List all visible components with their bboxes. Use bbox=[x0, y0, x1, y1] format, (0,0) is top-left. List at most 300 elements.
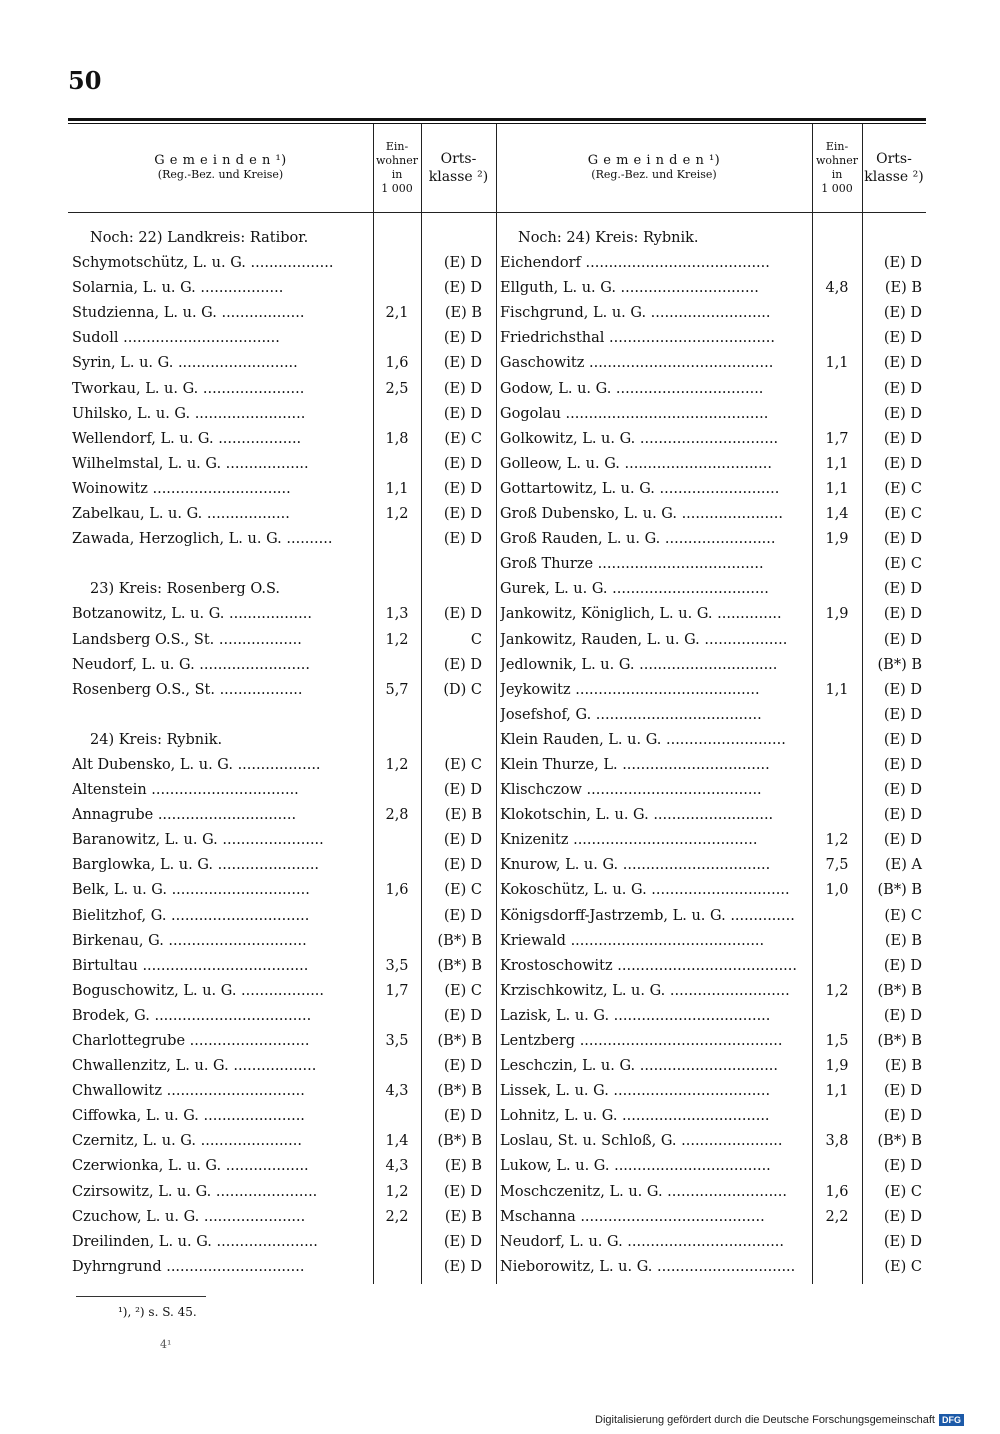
ortsklasse-value: (E) D bbox=[883, 1007, 922, 1024]
gemeinde-name: Tworkau, L. u. G. ...................... bbox=[72, 380, 305, 397]
einwohner-value: 7,5 bbox=[825, 857, 849, 874]
gemeinde-name: Altenstein ................................ bbox=[72, 782, 299, 799]
table-row bbox=[68, 428, 496, 453]
table-row bbox=[496, 603, 926, 628]
ortsklasse-value: (E) D bbox=[883, 531, 922, 548]
gemeinde-name: Botzanowitz, L. u. G. .................. bbox=[72, 606, 312, 623]
einwohner-value: 4,3 bbox=[385, 1158, 409, 1175]
ortsklasse-value: (E) D bbox=[883, 255, 922, 272]
section-title: Noch: 22) Landkreis: Ratibor. bbox=[90, 230, 309, 246]
einwohner-value: 1,4 bbox=[385, 1133, 409, 1150]
table-row bbox=[496, 1005, 926, 1030]
table-row bbox=[496, 879, 926, 904]
ortsklasse-value: (E) C bbox=[884, 907, 922, 924]
einwohner-value: 1,7 bbox=[825, 430, 849, 447]
table-row bbox=[68, 1130, 496, 1155]
ortsklasse-value: (E) D bbox=[883, 455, 922, 472]
gemeinde-name: Charlottegrube .......................... bbox=[72, 1033, 310, 1049]
ortsklasse-value: (E) D bbox=[883, 1208, 922, 1225]
ortsklasse-value: (E) D bbox=[883, 681, 922, 698]
ortsklasse-value: (E) D bbox=[883, 1108, 922, 1125]
ortsklasse-value: (E) D bbox=[883, 430, 922, 447]
table-row bbox=[68, 327, 496, 352]
ortsklasse-value: (E) D bbox=[883, 405, 922, 422]
gemeinde-name: Knurow, L. u. G. ................................ bbox=[500, 857, 771, 874]
einwohner-value: 4,8 bbox=[825, 280, 849, 297]
row-list bbox=[496, 227, 926, 1281]
table-row bbox=[68, 654, 496, 679]
ortsklasse-value: (E) D bbox=[883, 706, 922, 723]
gemeinde-name: Klokotschin, L. u. G. .......................... bbox=[500, 807, 774, 824]
einwohner-value: 1,7 bbox=[385, 982, 409, 999]
ortsklasse-value: (E) D bbox=[443, 907, 482, 924]
ortsklasse-value: (E) D bbox=[883, 380, 922, 397]
ortsklasse-value: (E) B bbox=[444, 305, 482, 322]
table-row bbox=[496, 1080, 926, 1105]
gemeinde-name: Studzienna, L. u. G. .................. bbox=[72, 305, 305, 322]
table-row bbox=[68, 478, 496, 503]
table-row bbox=[68, 930, 496, 955]
einwohner-value: 1,4 bbox=[825, 506, 849, 523]
einwohner-value: 1,9 bbox=[825, 606, 849, 623]
table-row bbox=[68, 1030, 496, 1055]
gemeinde-name: Baranowitz, L. u. G. ...................... bbox=[72, 832, 324, 849]
table-row bbox=[496, 679, 926, 704]
header-einwohner: Ein- wohner in 1 000 bbox=[376, 140, 418, 195]
spacer bbox=[68, 704, 496, 729]
ortsklasse-value: (E) C bbox=[884, 1258, 922, 1275]
gemeinde-name: Landsberg O.S., St. .................. bbox=[72, 631, 302, 648]
ortsklasse-value: (B*) B bbox=[437, 1133, 482, 1150]
ortsklasse-value: (E) D bbox=[443, 1108, 482, 1125]
einwohner-value: 1,1 bbox=[825, 455, 849, 472]
table-row bbox=[496, 854, 926, 879]
table-row bbox=[68, 378, 496, 403]
table-row bbox=[496, 654, 926, 679]
ortsklasse-value: (E) D bbox=[443, 531, 482, 548]
table-row bbox=[496, 980, 926, 1005]
table-row bbox=[496, 754, 926, 779]
gemeinde-name: Jankowitz, Königlich, L. u. G. .............. bbox=[500, 606, 782, 623]
gemeinde-name: Sudoll .................................. bbox=[72, 330, 280, 347]
ortsklasse-value: (E) C bbox=[884, 556, 922, 573]
ortsklasse-value: (E) D bbox=[443, 455, 482, 472]
ortsklasse-value: (E) D bbox=[443, 255, 482, 272]
ortsklasse-value: (E) D bbox=[883, 305, 922, 322]
table-row bbox=[68, 629, 496, 654]
einwohner-value: 1,1 bbox=[825, 480, 849, 497]
ortsklasse-value: (E) C bbox=[444, 430, 482, 447]
header-divider bbox=[496, 212, 926, 213]
gemeinde-name: Groß Rauden, L. u. G. ........................ bbox=[500, 531, 776, 548]
ortsklasse-value: (E) D bbox=[883, 581, 922, 598]
table-row bbox=[496, 453, 926, 478]
table-row bbox=[496, 779, 926, 804]
table-row bbox=[68, 1105, 496, 1130]
section-heading bbox=[68, 729, 496, 754]
ortsklasse-value: (E) A bbox=[885, 857, 922, 874]
gemeinde-name: Krzischkowitz, L. u. G. .......................... bbox=[500, 982, 790, 999]
gemeinde-name: Friedrichsthal .................................... bbox=[500, 330, 775, 347]
gemeinde-name: Jeykowitz ........................................ bbox=[500, 681, 760, 698]
gemeinde-name: Czirsowitz, L. u. G. ...................... bbox=[72, 1183, 318, 1200]
ortsklasse-value: (E) B bbox=[444, 807, 482, 824]
einwohner-value: 3,5 bbox=[385, 1033, 409, 1049]
table-row bbox=[496, 829, 926, 854]
einwohner-value: 1,1 bbox=[825, 681, 849, 698]
ortsklasse-value: (E) D bbox=[443, 832, 482, 849]
footnote: ¹), ²) s. S. 45. bbox=[118, 1305, 197, 1319]
table-row bbox=[496, 930, 926, 955]
table-row bbox=[68, 829, 496, 854]
einwohner-value: 1,6 bbox=[825, 1183, 849, 1200]
table-row bbox=[496, 528, 926, 553]
ortsklasse-value: (E) B bbox=[884, 280, 922, 297]
ortsklasse-value: (E) D bbox=[443, 506, 482, 523]
ortsklasse-value: (E) D bbox=[443, 782, 482, 799]
gemeinde-name: Solarnia, L. u. G. .................. bbox=[72, 280, 284, 297]
ortsklasse-value: (E) D bbox=[883, 330, 922, 347]
ortsklasse-value: (E) D bbox=[883, 756, 922, 773]
gemeinde-name: Loslau, St. u. Schloß, G. ...................... bbox=[500, 1133, 783, 1150]
credit-text: Digitalisierung gefördert durch die Deutsche Forschungsgemeinschaft bbox=[595, 1414, 935, 1426]
ortsklasse-value: (D) C bbox=[443, 681, 482, 698]
section-heading bbox=[68, 578, 496, 603]
gemeinde-name: Boguschowitz, L. u. G. .................. bbox=[72, 982, 325, 999]
ortsklasse-value: (B*) B bbox=[877, 1133, 922, 1150]
einwohner-value: 3,5 bbox=[385, 957, 409, 974]
ortsklasse-value: (E) D bbox=[443, 1058, 482, 1075]
gemeinde-name: Knizenitz ........................................ bbox=[500, 832, 758, 849]
ortsklasse-value: (E) D bbox=[443, 380, 482, 397]
einwohner-value: 2,1 bbox=[385, 305, 409, 322]
section-title: 24) Kreis: Rybnik. bbox=[90, 731, 223, 748]
gemeinde-name: Brodek, G. .................................. bbox=[72, 1007, 312, 1024]
gemeinde-name: Nieborowitz, L. u. G. .............................. bbox=[500, 1258, 796, 1275]
table-row bbox=[68, 503, 496, 528]
header-gemeinden: G e m e i n d e n ¹) (Reg.-Bez. und Kreise) bbox=[587, 153, 721, 181]
ortsklasse-value: (E) D bbox=[883, 1083, 922, 1100]
gemeinde-name: Jankowitz, Rauden, L. u. G. .................. bbox=[500, 631, 788, 648]
table-row bbox=[496, 553, 926, 578]
gemeinde-name: Czuchow, L. u. G. ...................... bbox=[72, 1208, 306, 1225]
einwohner-value: 1,2 bbox=[825, 832, 849, 849]
table-row bbox=[68, 1055, 496, 1080]
ortsklasse-value: (E) D bbox=[883, 631, 922, 648]
table-row bbox=[68, 1155, 496, 1180]
gemeinde-name: Birkenau, G. .............................. bbox=[72, 932, 307, 949]
table-row bbox=[68, 779, 496, 804]
gemeinde-name: Mschanna ........................................ bbox=[500, 1208, 765, 1225]
einwohner-value: 1,8 bbox=[385, 430, 409, 447]
table-row bbox=[496, 1206, 926, 1231]
gemeinde-name: Kriewald .......................................... bbox=[500, 932, 765, 949]
row-list bbox=[68, 227, 496, 1281]
table-row bbox=[68, 955, 496, 980]
gemeinde-name: Gogolau ............................................ bbox=[500, 405, 769, 422]
ortsklasse-value: (B*) B bbox=[437, 957, 482, 974]
gemeinde-name: Annagrube .............................. bbox=[72, 807, 297, 824]
table-row bbox=[496, 1055, 926, 1080]
gemeinde-name: Lentzberg ............................................ bbox=[500, 1033, 783, 1049]
gemeinde-name: Syrin, L. u. G. .......................... bbox=[72, 355, 298, 372]
ortsklasse-value: (E) D bbox=[883, 782, 922, 799]
gemeinde-name: Lohnitz, L. u. G. ................................ bbox=[500, 1108, 770, 1125]
table-row bbox=[68, 804, 496, 829]
gemeinde-name: Birtultau .................................... bbox=[72, 957, 309, 974]
table-row bbox=[496, 1105, 926, 1130]
ortsklasse-value: (E) C bbox=[444, 756, 482, 773]
gemeinde-name: Alt Dubensko, L. u. G. .................. bbox=[72, 756, 321, 773]
gemeinde-name: Groß Thurze .................................... bbox=[500, 556, 764, 573]
gemeinde-name: Golleow, L. u. G. ................................ bbox=[500, 455, 772, 472]
table-row bbox=[496, 478, 926, 503]
gemeinde-name: Barglowka, L. u. G. ...................... bbox=[72, 857, 320, 874]
gemeinde-name: Ellguth, L. u. G. .............................. bbox=[500, 280, 759, 297]
gemeinde-name: Groß Dubensko, L. u. G. ...................... bbox=[500, 506, 783, 523]
table-row bbox=[496, 252, 926, 277]
table-row bbox=[68, 453, 496, 478]
einwohner-value: 1,2 bbox=[385, 756, 409, 773]
einwohner-value: 1,1 bbox=[385, 480, 409, 497]
einwohner-value: 1,1 bbox=[825, 355, 849, 372]
table-row bbox=[68, 403, 496, 428]
footnote-rule bbox=[76, 1296, 206, 1297]
table-row bbox=[496, 1181, 926, 1206]
ortsklasse-value: (E) D bbox=[443, 480, 482, 497]
ortsklasse-value: (E) D bbox=[443, 355, 482, 372]
gemeinde-name: Zabelkau, L. u. G. .................. bbox=[72, 506, 290, 523]
ortsklasse-value: (E) C bbox=[884, 480, 922, 497]
ortsklasse-value: (E) D bbox=[883, 606, 922, 623]
ortsklasse-value: (B*) B bbox=[437, 932, 482, 949]
table-row bbox=[496, 905, 926, 930]
table-row bbox=[496, 503, 926, 528]
header-ortsklasse: Orts- klasse ²) bbox=[428, 151, 489, 185]
ortsklasse-value: (B*) B bbox=[877, 982, 922, 999]
einwohner-value: 1,2 bbox=[385, 1183, 409, 1200]
table-row bbox=[496, 804, 926, 829]
ortsklasse-value: (E) D bbox=[883, 731, 922, 748]
table-row bbox=[496, 378, 926, 403]
ortsklasse-value: (E) C bbox=[884, 1183, 922, 1200]
footer-mark: 4¹ bbox=[160, 1338, 172, 1351]
einwohner-value: 2,5 bbox=[385, 380, 409, 397]
gemeinde-name: Rosenberg O.S., St. .................. bbox=[72, 681, 303, 698]
table-row bbox=[496, 629, 926, 654]
ortsklasse-value: (E) D bbox=[443, 1233, 482, 1250]
header-einwohner: Ein- wohner in 1 000 bbox=[816, 140, 858, 195]
ortsklasse-value: (E) D bbox=[443, 330, 482, 347]
ortsklasse-value: (E) B bbox=[884, 932, 922, 949]
gemeinde-name: Uhilsko, L. u. G. ........................ bbox=[72, 405, 306, 422]
ortsklasse-value: (B*) B bbox=[437, 1083, 482, 1100]
table-row bbox=[496, 578, 926, 603]
ortsklasse-value: (E) D bbox=[443, 1183, 482, 1200]
gemeinde-name: Klein Thurze, L. ................................ bbox=[500, 756, 770, 773]
gemeinde-name: Czernitz, L. u. G. ...................... bbox=[72, 1133, 302, 1150]
einwohner-value: 1,2 bbox=[385, 506, 409, 523]
gemeinde-name: Gurek, L. u. G. .................................. bbox=[500, 581, 769, 598]
table-row bbox=[496, 955, 926, 980]
einwohner-value: 3,8 bbox=[825, 1133, 849, 1150]
ortsklasse-value: (B*) B bbox=[437, 1033, 482, 1049]
einwohner-value: 1,1 bbox=[825, 1083, 849, 1100]
ortsklasse-value: (B*) B bbox=[877, 1033, 922, 1049]
section-title: Noch: 24) Kreis: Rybnik. bbox=[518, 230, 699, 246]
ortsklasse-value: (E) D bbox=[443, 656, 482, 673]
table-row bbox=[68, 754, 496, 779]
table-row bbox=[68, 1256, 496, 1281]
table-row bbox=[68, 1080, 496, 1105]
table-row bbox=[496, 1256, 926, 1281]
gemeinde-name: Lukow, L. u. G. .................................. bbox=[500, 1158, 771, 1175]
einwohner-value: 4,3 bbox=[385, 1083, 409, 1100]
page-number: 50 bbox=[68, 66, 102, 95]
table-row bbox=[68, 905, 496, 930]
table-row bbox=[68, 879, 496, 904]
table-row bbox=[496, 327, 926, 352]
table-row bbox=[496, 277, 926, 302]
gemeinde-name: Klischczow ...................................... bbox=[500, 782, 762, 799]
table-row bbox=[496, 302, 926, 327]
ortsklasse-value: (B*) B bbox=[877, 656, 922, 673]
gemeinde-name: Ciffowka, L. u. G. ...................... bbox=[72, 1108, 305, 1125]
gemeinde-name: Lazisk, L. u. G. .................................. bbox=[500, 1007, 771, 1024]
gemeinde-name: Bielitzhof, G. .............................. bbox=[72, 907, 310, 924]
einwohner-value: 1,6 bbox=[385, 355, 409, 372]
gemeinde-name: Krostoschowitz ....................................... bbox=[500, 957, 798, 974]
table-row bbox=[496, 403, 926, 428]
table-row bbox=[68, 352, 496, 377]
section-heading bbox=[496, 227, 926, 252]
gemeinde-name: Eichendorf ........................................ bbox=[500, 255, 770, 272]
gemeinde-name: Lissek, L. u. G. .................................. bbox=[500, 1083, 771, 1100]
gemeinde-name: Zawada, Herzoglich, L. u. G. .......... bbox=[72, 531, 333, 548]
ortsklasse-value: (E) D bbox=[883, 957, 922, 974]
einwohner-value: 1,2 bbox=[385, 631, 409, 648]
ortsklasse-value: (E) D bbox=[443, 1258, 482, 1275]
ortsklasse-value: (E) B bbox=[444, 1158, 482, 1175]
gemeinde-name: Wellendorf, L. u. G. .................. bbox=[72, 430, 302, 447]
ortsklasse-value: (E) D bbox=[443, 280, 482, 297]
ortsklasse-value: (E) C bbox=[444, 882, 482, 899]
gemeinde-name: Leschczin, L. u. G. .............................. bbox=[500, 1058, 779, 1075]
table-row bbox=[68, 1231, 496, 1256]
gemeinde-name: Chwallenzitz, L. u. G. .................. bbox=[72, 1058, 317, 1075]
gemeinde-name: Schymotschütz, L. u. G. .................. bbox=[72, 255, 334, 272]
table-row bbox=[68, 1181, 496, 1206]
gemeinde-name: Gottartowitz, L. u. G. .......................... bbox=[500, 480, 780, 497]
table-row bbox=[496, 1155, 926, 1180]
gemeinde-name: Neudorf, L. u. G. ........................ bbox=[72, 656, 310, 673]
einwohner-value: 5,7 bbox=[385, 681, 409, 698]
einwohner-value: 1,3 bbox=[385, 606, 409, 623]
gemeinde-name: Woinowitz .............................. bbox=[72, 480, 291, 497]
gemeinde-name: Königsdorff-Jastrzemb, L. u. G. .............. bbox=[500, 907, 795, 924]
einwohner-value: 1,9 bbox=[825, 531, 849, 548]
table-row bbox=[496, 352, 926, 377]
ortsklasse-value: (E) B bbox=[884, 1058, 922, 1075]
ortsklasse-value: (E) D bbox=[443, 606, 482, 623]
table-row bbox=[496, 1030, 926, 1055]
table-left bbox=[68, 124, 496, 1284]
ortsklasse-value: (B*) B bbox=[877, 882, 922, 899]
table-row bbox=[68, 1005, 496, 1030]
table-row bbox=[68, 980, 496, 1005]
ortsklasse-value: (E) D bbox=[883, 1158, 922, 1175]
gemeinde-name: Belk, L. u. G. .............................. bbox=[72, 882, 310, 899]
einwohner-value: 1,0 bbox=[825, 882, 849, 899]
section-title: 23) Kreis: Rosenberg O.S. bbox=[90, 581, 281, 598]
einwohner-value: 2,2 bbox=[825, 1208, 849, 1225]
table-row bbox=[68, 679, 496, 704]
table-row bbox=[68, 302, 496, 327]
section-heading bbox=[68, 227, 496, 252]
table-row bbox=[496, 704, 926, 729]
table-row bbox=[68, 1206, 496, 1231]
table-row bbox=[496, 1231, 926, 1256]
table-right bbox=[496, 124, 926, 1284]
ortsklasse-value: (E) D bbox=[443, 857, 482, 874]
ortsklasse-value: (E) D bbox=[443, 405, 482, 422]
ortsklasse-value: (E) D bbox=[883, 832, 922, 849]
table-row bbox=[496, 1130, 926, 1155]
table-row bbox=[68, 277, 496, 302]
table-row bbox=[68, 252, 496, 277]
dfg-logo: DFG bbox=[939, 1414, 964, 1426]
top-rule-thick bbox=[68, 118, 926, 121]
einwohner-value: 1,9 bbox=[825, 1058, 849, 1075]
table-row bbox=[68, 603, 496, 628]
gemeinde-name: Klein Rauden, L. u. G. .......................... bbox=[500, 731, 786, 748]
ortsklasse-value: C bbox=[470, 631, 482, 648]
table-row bbox=[496, 428, 926, 453]
gemeinde-name: Gaschowitz ........................................ bbox=[500, 355, 774, 372]
table-row bbox=[496, 729, 926, 754]
table-row bbox=[68, 528, 496, 553]
gemeinde-name: Fischgrund, L. u. G. .......................... bbox=[500, 305, 771, 322]
table-row bbox=[68, 854, 496, 879]
header-gemeinden: G e m e i n d e n ¹) (Reg.-Bez. und Kreise) bbox=[154, 153, 287, 181]
ortsklasse-value: (E) D bbox=[883, 355, 922, 372]
ortsklasse-value: (E) D bbox=[443, 1007, 482, 1024]
ortsklasse-value: (E) D bbox=[883, 1233, 922, 1250]
ortsklasse-value: (E) C bbox=[444, 982, 482, 999]
ortsklasse-value: (E) B bbox=[444, 1208, 482, 1225]
gemeinde-name: Wilhelmstal, L. u. G. .................. bbox=[72, 455, 309, 472]
gemeinde-name: Dyhrngrund .............................. bbox=[72, 1258, 305, 1275]
header-divider bbox=[68, 212, 496, 213]
ortsklasse-value: (E) C bbox=[884, 506, 922, 523]
gemeinde-name: Golkowitz, L. u. G. .............................. bbox=[500, 430, 779, 447]
spacer bbox=[68, 553, 496, 578]
einwohner-value: 1,6 bbox=[385, 882, 409, 899]
einwohner-value: 2,2 bbox=[385, 1208, 409, 1225]
gemeinde-name: Dreilinden, L. u. G. ...................... bbox=[72, 1233, 318, 1250]
einwohner-value: 1,5 bbox=[825, 1033, 849, 1049]
gemeinde-name: Godow, L. u. G. ................................ bbox=[500, 380, 764, 397]
gemeinde-name: Moschczenitz, L. u. G. .......................... bbox=[500, 1183, 788, 1200]
gemeinde-name: Neudorf, L. u. G. .................................. bbox=[500, 1233, 785, 1250]
gemeinde-name: Josefshof, G. .................................... bbox=[500, 706, 762, 723]
gemeinde-name: Chwallowitz .............................. bbox=[72, 1083, 305, 1100]
gemeinde-name: Czerwionka, L. u. G. .................. bbox=[72, 1158, 309, 1175]
einwohner-value: 1,2 bbox=[825, 982, 849, 999]
einwohner-value: 2,8 bbox=[385, 807, 409, 824]
gemeinde-name: Kokoschütz, L. u. G. .............................. bbox=[500, 882, 790, 899]
ortsklasse-value: (E) D bbox=[883, 807, 922, 824]
